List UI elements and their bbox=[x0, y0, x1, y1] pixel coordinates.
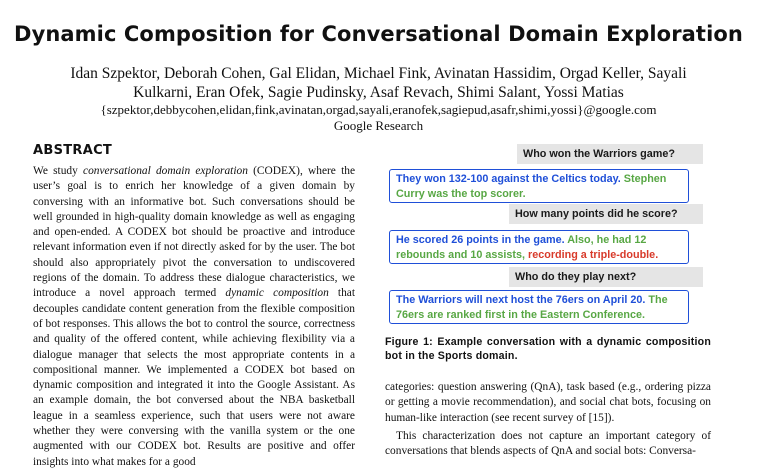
author-list: Idan Szpektor, Deborah Cohen, Gal Elidan, Michael Fink, Avinatan Hassidim, Orgad Keller, Sayali Kulkarni, Eran Ofek, Sagie Pudinsky, Asaf Revach, Shimi Salant, Yossi Matias bbox=[70, 65, 687, 101]
abstract-heading: ABSTRACT bbox=[33, 143, 113, 158]
answer-part: They won 132-100 against the Celtics today. bbox=[396, 173, 621, 185]
paragraph: categories: question answering (QnA), task based (e.g., ordering pizza or getting a movie recommendation), and social chat bots, focusing on human-like interaction (see recent survey of [15]). bbox=[385, 381, 711, 424]
right-column-text bbox=[385, 380, 711, 459]
abstract-text bbox=[33, 164, 355, 470]
user-question-1: Who won the Warriors game? bbox=[517, 144, 703, 164]
answer-part: He scored 26 points in the game. bbox=[396, 234, 565, 246]
abstract-term-codex: conversational domain exploration bbox=[83, 165, 248, 177]
bot-answer-2 bbox=[389, 230, 689, 264]
answer-part: The 76ers are ranked first in the Eastern Conference. bbox=[396, 294, 668, 321]
abstract-text-part: We study bbox=[33, 165, 84, 177]
author-emails: {szpektor,debbycohen,elidan,fink,avinatan,orgad,sayali,eranofek,sagiepud,asafr,shimi,yossi}@google.com bbox=[100, 102, 657, 117]
bot-answer-1 bbox=[389, 169, 689, 203]
answer-part: The Warriors will next host the 76ers on April 20. bbox=[396, 294, 646, 306]
paragraph: This characterization does not capture an important category of conversations that blends aspects of QnA and social bots: Conversa- bbox=[385, 429, 711, 458]
answer-part: Stephen Curry was the top scorer. bbox=[396, 173, 667, 200]
user-question-2: How many points did he score? bbox=[509, 204, 703, 224]
answer-part: Also, he had 12 rebounds and 10 assists, bbox=[396, 234, 647, 261]
abstract-text-part: that decouples candidate content generation from the flexible composition of bot responses. This allows the bot to control the source, correctness and quality of the offered content, while achieving flexibility via a dialogue manager that selects the most appropriate contents in a compositional manner. We implemented a CODEX bot based on dynamic composition and integrated it into the Google Assistant. As an example domain, the bot conversed about the NBA basketball league in a seamless experience, such that users were not aware whether they were conversing with the vanilla system or the one augmented with our CODEX bot. Results are positive and offer insights into what makes for a good bbox=[33, 287, 356, 468]
abstract-term-dynamic-composition: dynamic composition bbox=[225, 287, 329, 300]
bot-answer-3 bbox=[389, 290, 689, 324]
affiliation: Google Research bbox=[333, 118, 424, 133]
figure-caption: Figure 1: Example conversation with a dynamic composition bot in the Sports domain. bbox=[385, 336, 711, 362]
answer-part: recording a triple-double. bbox=[525, 249, 659, 261]
user-question-3: Who do they play next? bbox=[509, 267, 703, 287]
abstract-text-part: (CODEX), where the user’s goal is to enrich her knowledge of a given domain by conversing with an informative bot. Such conversations should be well grounded in high-quality domain knowledge as well as engaging and open-ended. A CODEX bot should be proactive and introduce relevant information even if not directly asked for by the user. The bot should also appropriately pivot the conversation to undiscovered regions of the domain. To address these dialogue characteristics, we introduce a novel approach termed bbox=[33, 165, 356, 300]
paper-title: Dynamic Composition for Conversational Domain Exploration bbox=[14, 22, 743, 46]
figure-1-conversation bbox=[385, 141, 711, 331]
